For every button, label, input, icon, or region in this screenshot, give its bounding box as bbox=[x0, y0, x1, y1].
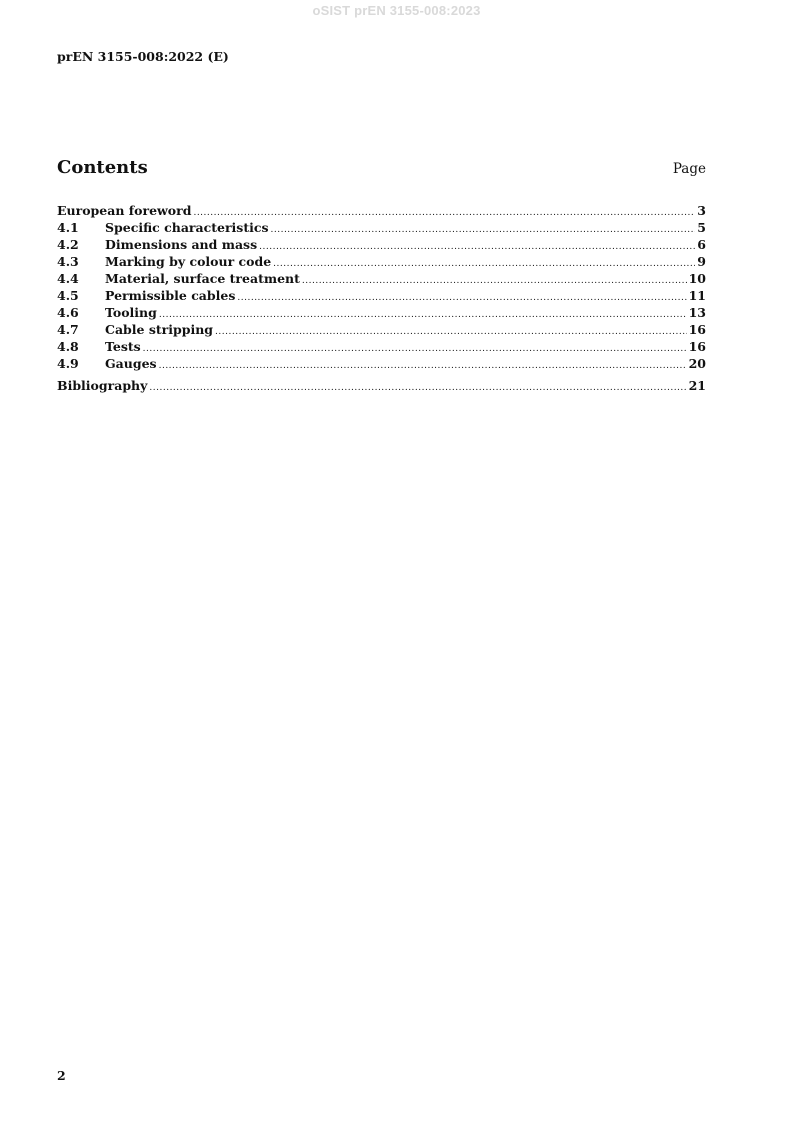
toc-entry-title: Gauges bbox=[105, 356, 157, 371]
toc-entry-number: 4.5 bbox=[57, 288, 79, 303]
toc-entry-4-4[interactable] bbox=[57, 270, 706, 287]
toc-dot-leader bbox=[302, 273, 687, 290]
contents-heading: Contents bbox=[57, 157, 148, 178]
toc-entry-page: 9 bbox=[697, 254, 706, 269]
toc-entry-page: 13 bbox=[688, 305, 706, 320]
toc-entry-number: 4.7 bbox=[57, 322, 79, 337]
toc-entry-title: Tests bbox=[105, 339, 141, 354]
toc-entry-4-1[interactable] bbox=[57, 219, 706, 236]
table-of-contents bbox=[57, 202, 706, 394]
toc-dot-leader bbox=[159, 307, 687, 324]
toc-entry-page: 16 bbox=[688, 339, 706, 354]
toc-entry-title: Tooling bbox=[105, 305, 157, 320]
toc-dot-leader bbox=[159, 358, 687, 375]
toc-entry-page: 5 bbox=[697, 220, 706, 235]
toc-entry-number: 4.9 bbox=[57, 356, 79, 371]
toc-entry-title: Dimensions and mass bbox=[105, 237, 258, 252]
toc-entry-page: 21 bbox=[688, 378, 706, 393]
toc-entry-page: 11 bbox=[688, 288, 706, 303]
toc-entry-number: 4.4 bbox=[57, 271, 79, 286]
toc-entry-4-8[interactable] bbox=[57, 338, 706, 355]
toc-entry-4-5[interactable] bbox=[57, 287, 706, 304]
toc-entry-4-6[interactable] bbox=[57, 304, 706, 321]
document-id: prEN 3155-008:2022 (E) bbox=[57, 49, 229, 64]
toc-entry-4-7[interactable] bbox=[57, 321, 706, 338]
toc-entry-page: 10 bbox=[688, 271, 706, 286]
toc-dot-leader bbox=[259, 239, 695, 256]
page-number: 2 bbox=[57, 1068, 66, 1083]
toc-entry-title: Specific characteristics bbox=[105, 220, 269, 235]
toc-entry-title: Material, surface treatment bbox=[105, 271, 300, 286]
toc-entry-number: 4.3 bbox=[57, 254, 79, 269]
toc-dot-leader bbox=[193, 205, 695, 222]
toc-entry-bibliography[interactable] bbox=[57, 377, 706, 394]
toc-entry-title: Bibliography bbox=[57, 378, 148, 393]
page-column-label: Page bbox=[672, 161, 706, 177]
toc-dot-leader bbox=[149, 380, 686, 397]
toc-entry-number: 4.8 bbox=[57, 339, 79, 354]
watermark-text: oSIST prEN 3155-008:2023 bbox=[312, 3, 481, 18]
toc-entry-page: 3 bbox=[697, 203, 706, 218]
toc-dot-leader bbox=[143, 341, 687, 358]
toc-entry-page: 20 bbox=[688, 356, 706, 371]
toc-entry-number: 4.2 bbox=[57, 237, 79, 252]
toc-entry-page: 16 bbox=[688, 322, 706, 337]
toc-entry-title: Marking by colour code bbox=[105, 254, 272, 269]
toc-entry-title: Cable stripping bbox=[105, 322, 214, 337]
toc-entry-4-3[interactable] bbox=[57, 253, 706, 270]
toc-entry-number: 4.1 bbox=[57, 220, 79, 235]
toc-dot-leader bbox=[271, 222, 696, 239]
toc-dot-leader bbox=[215, 324, 687, 341]
toc-dot-leader bbox=[237, 290, 686, 307]
toc-entry-4-2[interactable] bbox=[57, 236, 706, 253]
toc-entry-number: 4.6 bbox=[57, 305, 79, 320]
toc-dot-leader bbox=[273, 256, 695, 273]
toc-entry-title: Permissible cables bbox=[105, 288, 236, 303]
toc-entry-title: European foreword bbox=[57, 203, 192, 218]
toc-entry-4-9[interactable] bbox=[57, 355, 706, 372]
toc-entry-page: 6 bbox=[697, 237, 706, 252]
toc-entry-european-foreword[interactable] bbox=[57, 202, 706, 219]
